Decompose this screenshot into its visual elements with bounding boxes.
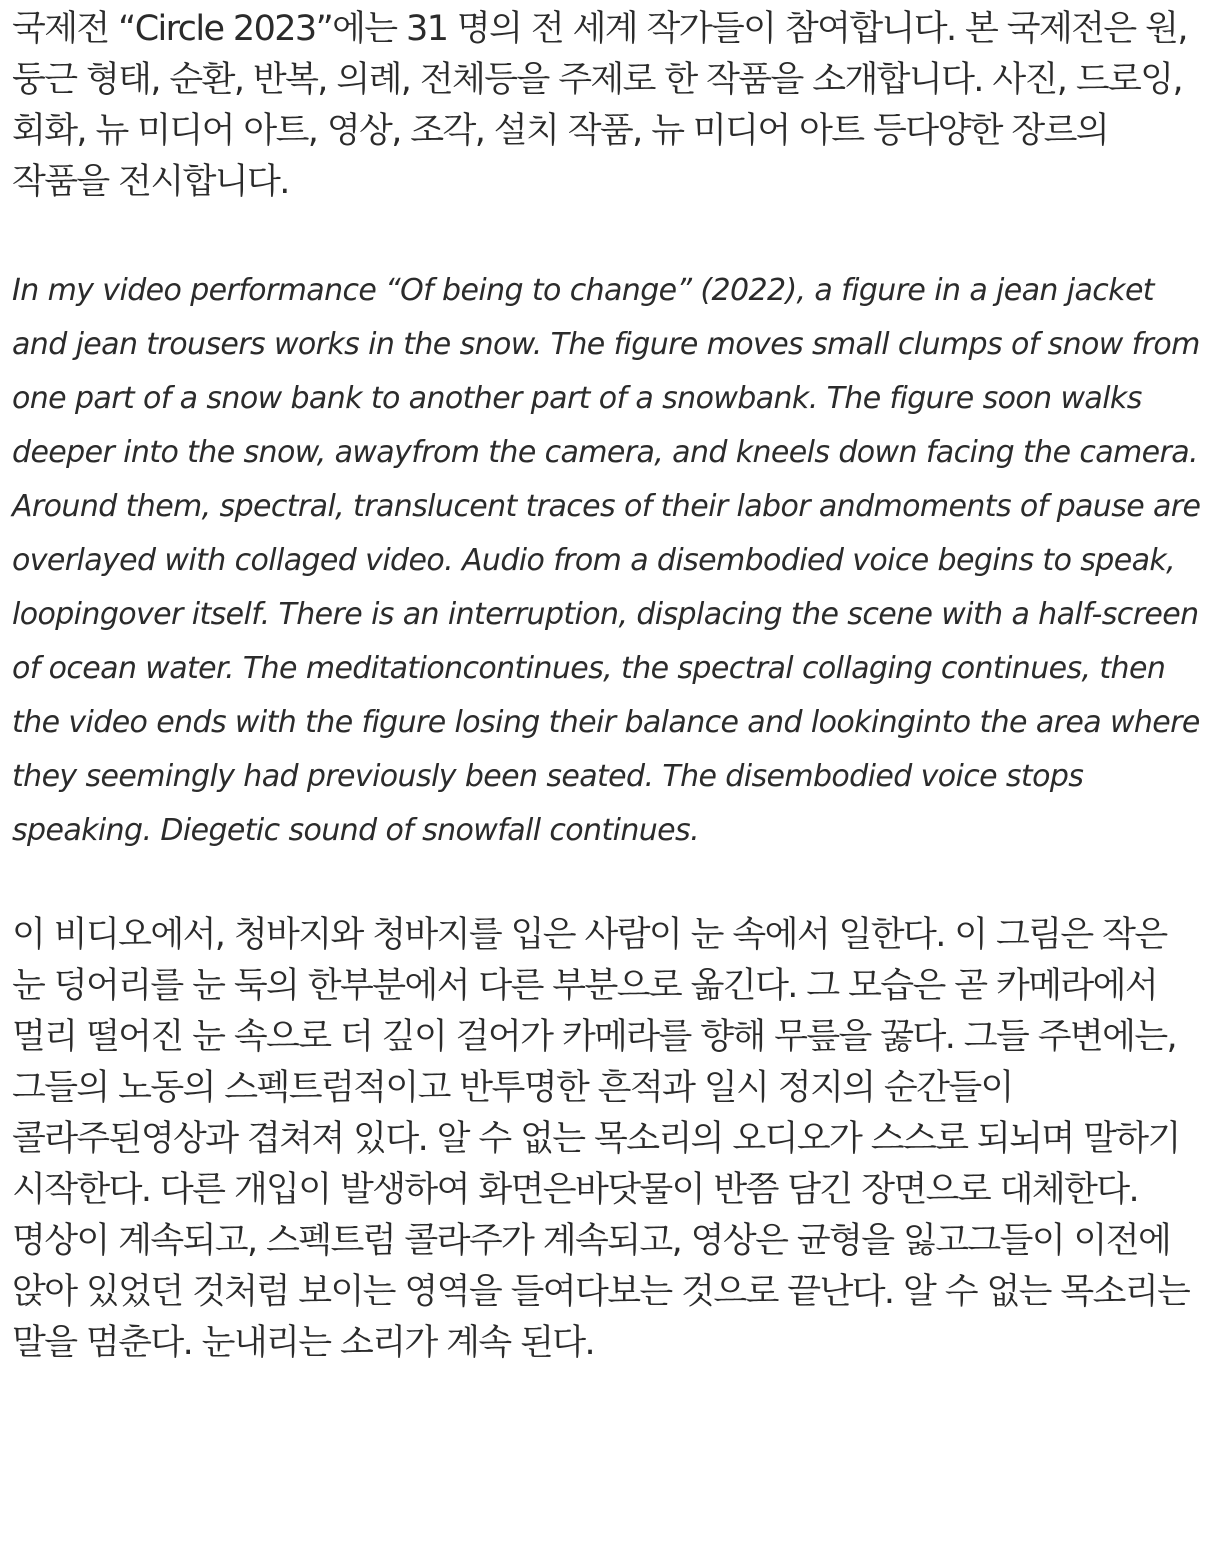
intro-paragraph-korean: 국제전 “Circle 2023”에는 31 명의 전 세계 작가들이 참여합니다. 본 국제전은 원, 둥근 형태, 순환, 반복, 의례, 전체등을 주제로 한 작품을 소개합니다. 사진, 드로잉, 회화, 뉴 미디어 아트, 영상, 조각, 설치 작품, 뉴 미디어 아트 등다양한 장르의 작품을 전시합니다. (12, 9, 1187, 202)
description-paragraph-korean: 이 비디오에서, 청바지와 청바지를 입은 사람이 눈 속에서 일한다. 이 그림은 작은 눈 덩어리를 눈 둑의 한부분에서 다른 부분으로 옮긴다. 그 모습은 곧 카메라에서 멀리 떨어진 눈 속으로 더 깊이 걸어가 카메라를 향해 무릎을 꿇다. 그들 주변에는, 그들의 노동의 스펙트럼적이고 반투명한 흔적과 일시 정지의 순간들이 콜라주된영상과 겹쳐져 있다. 알 수 없는 목소리의 오디오가 스스로 되뇌며 말하기 시작한다. 다른 개입이 발생하여 화면은바닷물이 반쯤 담긴 장면으로 대체한다. 명상이 계속되고, 스펙트럼 콜라주가 계속되고, 영상은 균형을 잃고그들이 이전에 앉아 있었던 것처럼 보이는 영역을 들여다보는 것으로 끝난다. 알 수 없는 목소리는 말을 멈춘다. 눈내리는 소리가 계속 된다. (12, 915, 1190, 1363)
description-paragraph-english: In my video performance “Of being to change” (2022), a figure in a jean jacket and jean trousers works in the snow. The figure moves small clumps of snow from one part of a snow bank to another part of a snowbank. The figure soon walks deeper into the snow, awayfrom the camera, and kneels down facing the camera. Around them, spectral, translucent traces of their labor andmoments of pause are overlayed with collaged video. Audio from a disembodied voice begins to speak, loopingover itself. There is an interruption, displacing the scene with a half-screen of ocean water. The meditationcontinues, the spectral collaging continues, then the video ends with the figure losing their balance and lookinginto the area where they seemingly had previously been seated. The disembodied voice stops speaking. Diegetic sound of snowfall continues. (12, 273, 1201, 848)
page-body (12, 4, 1208, 1369)
